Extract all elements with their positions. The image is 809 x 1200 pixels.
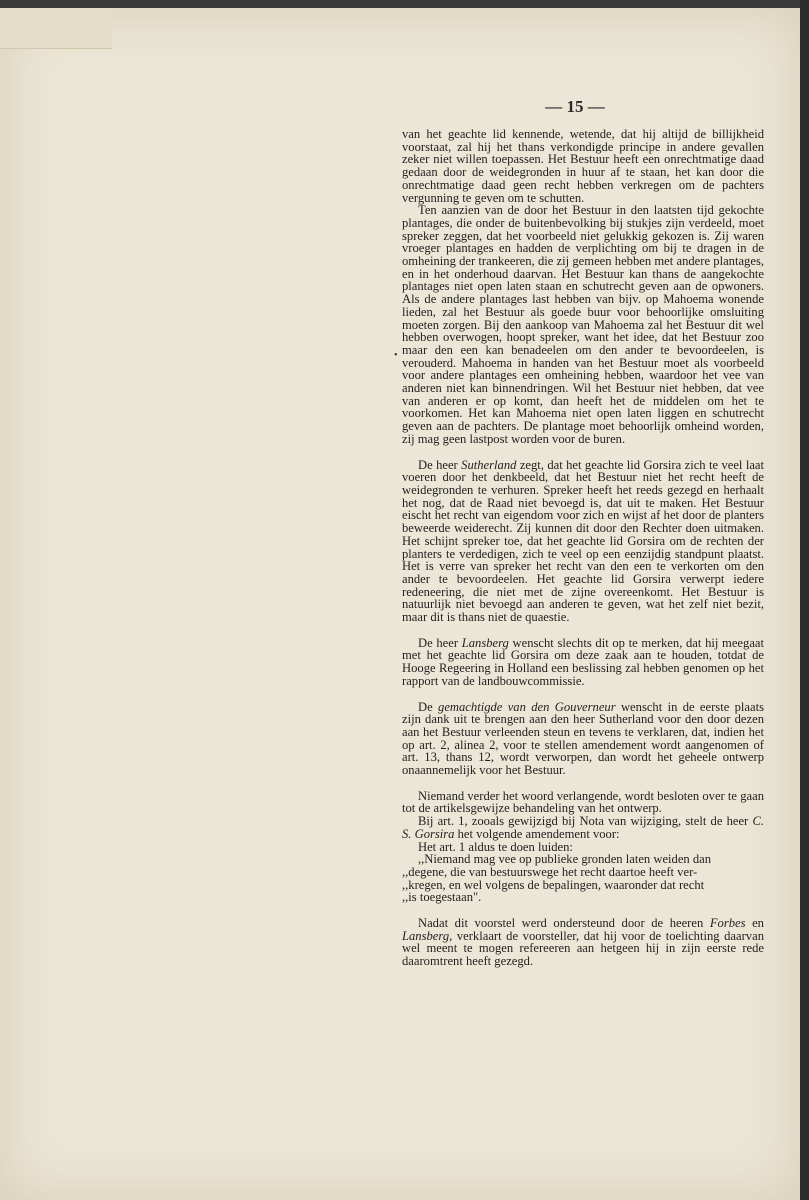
paragraph-text: wenscht slechts dit op te merken, dat hij meegaat met het geachte lid Gorsira om deze zaak aan te houden, totdat de Hooge Regeering in Holland een beslissing zal hebben genomen op het rapport van de landbouwcommissie. [402,635,764,688]
scan-edge [800,0,809,1200]
paragraph: Het art. 1 aldus te doen luiden: [418,839,573,854]
quote-line: ,,kregen, en wel volgens de bepalingen, waaronder dat recht [402,877,705,892]
amendment-quote [402,853,764,904]
paragraph [402,701,764,777]
quote-line: ,,is toegestaan". [402,890,482,905]
paragraph-prefix: De heer [418,457,462,472]
paragraph: Niemand verder het woord verlangende, wordt besloten over te gaan tot de artikelsgewijze behandeling van het ontwerp. [402,788,764,816]
body-text [402,128,764,968]
paragraph [402,459,764,624]
paragraph-prefix: Bij art. 1, zooals gewijzigd bij Nota van wijziging, stelt de heer [418,814,753,829]
quote-line: ,,Niemand mag vee op publieke gronden laten weiden dan [418,852,712,867]
speaker-name: Lansberg [461,635,509,650]
speaker-name: gemachtigde van den Gouverneur [438,699,616,714]
paragraph-prefix: Nadat dit voorstel werd ondersteund door de heeren [418,916,710,931]
margin-dot: • [394,350,398,361]
speaker-name: Lansberg [402,928,450,943]
paragraph-text: wenscht in de eerste plaats zijn dank uit te brengen aan den heer Sutherland voor den door dezen aan het Bestuur verleenden steun en tevens te verklaren, dat, indien het op art. 2, alinea 2, voor te stellen amendement wordt aangenomen of art. 13, thans 12, wordt verworpen, dan wordt het geheele ontwerp onaannemelijk voor het Bestuur. [402,699,765,778]
speaker-name: Forbes [709,916,746,931]
page-number: — 15 — [545,97,605,116]
paragraph-text: het volgende amendement voor: [454,826,620,841]
quote-line: ,,degene, die van bestuurswege het recht daartoe heeft ver- [402,864,698,879]
paragraph: van het geachte lid kennende, wetende, dat hij altijd de billijkheid voorstaat, zal hij het thans verkondigde principe in andere gevallen zeker niet willen toepassen. Het Bestuur heeft een onrechtmatige daad gedaan door de weidegronden in huur af te staan, het kan door die onrechtmatige daad geen recht hebben verkregen om de pachters vergunning te geven om te schutten. [402,127,764,205]
speaker-name: C. S. Gorsira [402,814,764,841]
paragraph [402,815,764,840]
paragraph-prefix: De heer [418,635,462,650]
speaker-name: Sutherland [461,457,517,472]
paragraph [402,917,764,968]
page-corner-fold [0,8,112,49]
paragraph: Ten aanzien van de door het Bestuur in den laatsten tijd gekochte plantages, die onder de buitenbevolking bij stukjes zijn verdeeld, moet spreker zeggen, dat het voorbeeld niet gelukkig gekozen is. Zij waren vroeger plantages en hadden de verplichting om bij te dragen in de omheining der trankeeren, die zij gemeen hebben met andere plantages, en in het onderhoud daarvan. Het Bestuur kan thans de aangekochte plantages niet open laten staan en schutrecht geven aan de opwoners. Als de andere plantages last hebben van bijv. op Mahoema wonende lieden, zal het Bestuur als goede buur voor behoorlijke omsluiting moeten zorgen. Bij den aankoop van Mahoema zal het Bestuur dit wel hebben overwogen, hoopt spreker, want het idee, dat het Bestuur zoo maar den een kan benadeelen om den ander te bevoordeelen, is verouderd. Mahoema in handen van het Bestuur moet als voorbeeld voor andere plantages een omheining hebben, waardoor het vee van anderen niet kan binnendringen. Wil het Bestuur niet hebben, dat vee van anderen er op komt, dan heeft het de middelen om het te voorkomen. Het kan Mahoema niet open laten liggen en schutrecht geven aan de pachters. De plantage moet behoorlijk omheind worden, zij mag geen lastpost worden voor de buren. [402,203,764,446]
paragraph-text: zegt, dat het geachte lid Gorsira zich te veel laat voeren door het denkbeeld, dat het Bestuur niet het recht heeft de weidegronden te verhuren. Spreker heeft het reeds gezegd en herhaalt het nog, dat de Raad niet bevoegd is, dat uit te maken. Het Bestuur eischt het recht van eigendom voor zich en wijst af het door de planters beweerde weiderecht. Zij kunnen dit door den Rechter doen uitmaken. Het schijnt spreker toe, dat het geachte lid Gorsira om de rechten der planters te verdedigen, zich te veel op een eenzijdig standpunt plaatst. Het is verre van spreker het recht van den een te verkorten om den ander te bevoordeelen. Het geachte lid Gorsira verwerpt iedere redeneering, die niet met de zijne overeenkomt. Het Bestuur is natuurlijk niet bevoegd aan anderen te geven, wat het zelf niet bezit, maar dit is thans niet de quaestie. [402,457,764,625]
paragraph-text: en [745,916,764,931]
paragraph [402,637,764,688]
paragraph-text: , verklaart de voorsteller, dat hij voor de toelichting daarvan wel meent te mogen refereeren aan hetgeen hij in zijn eerste rede daaromtrent heeft gezegd. [402,928,764,969]
paragraph-prefix: De [418,699,439,714]
